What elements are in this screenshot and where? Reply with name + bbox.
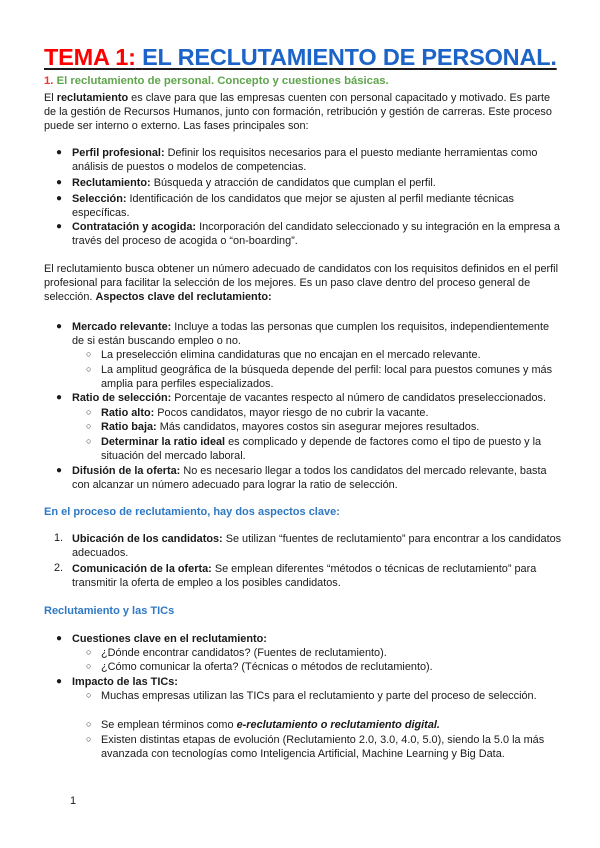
sub-list-item: Se emplean términos como e-reclutamiento o reclutamiento digital. xyxy=(101,719,440,731)
title-prefix: TEMA 1: xyxy=(44,44,136,70)
sub-list-item: Muchas empresas utilizan las TICs para el reclutamiento y parte del proceso de selección. xyxy=(101,690,537,702)
section2-heading: En el proceso de reclutamiento, hay dos aspectos clave: xyxy=(44,506,340,518)
bullet-icon: ● xyxy=(56,321,63,332)
page-number: 1 xyxy=(70,795,77,807)
bullet-icon: ● xyxy=(56,392,63,403)
bullet-icon: ● xyxy=(56,147,63,158)
bullet-icon: ● xyxy=(56,465,63,476)
page-title xyxy=(44,44,557,71)
list-item: Cuestiones clave en el reclutamiento: xyxy=(72,633,267,645)
bullet-icon: ● xyxy=(56,177,63,188)
section1-heading xyxy=(44,75,389,87)
circle-bullet-icon: ○ xyxy=(86,407,92,417)
circle-bullet-icon: ○ xyxy=(86,719,92,729)
circle-bullet-icon: ○ xyxy=(86,647,92,657)
list-item: Difusión de la oferta: No es necesario llegar a todos los candidatos del mercado relevante, basta con alcanzar un número adecuado para lograr la ratio de selección. xyxy=(72,465,547,491)
bullet-icon: ● xyxy=(56,193,63,204)
circle-bullet-icon: ○ xyxy=(86,421,92,431)
circle-bullet-icon: ○ xyxy=(86,734,92,744)
sub-list-item: Determinar la ratio ideal es complicado y depende de factores como el tipo de puesto y la situación del mercado laboral. xyxy=(101,436,542,462)
paragraph: El reclutamiento busca obtener un número adecuado de candidatos con los requisitos definidos en el perfil profesional para facilitar la selección de los mejores. Es un paso clave dentro del proceso general de selección. Aspectos clave del reclutamiento: xyxy=(44,263,558,303)
list-number: 1. xyxy=(54,532,64,544)
sub-list-item: Existen distintas etapas de evolución (Reclutamiento 2.0, 3.0, 4.0, 5.0), siendo la 5.0 la más avanzada con tecnologías como Inteligencia Artificial, Machine Learning y Big Data. xyxy=(101,734,545,760)
circle-bullet-icon: ○ xyxy=(86,436,92,446)
list-item: Perfil profesional: Definir los requisitos necesarios para el puesto mediante herramientas como análisis de puestos o modelos de competencias. xyxy=(72,147,538,173)
list-item: Mercado relevante: Incluye a todas las personas que cumplen los requisitos, independientemente de si están buscando empleo o no. xyxy=(72,321,550,347)
section1-number: 1. xyxy=(44,75,54,87)
list-item: Contratación y acogida: Incorporación del candidato seleccionado y su integración en la empresa a través del proceso de acogida o “on-boarding”. xyxy=(72,221,560,247)
list-item: Impacto de las TICs: xyxy=(72,676,178,688)
sub-list-item: ¿Cómo comunicar la oferta? (Técnicas o métodos de reclutamiento). xyxy=(101,661,433,673)
circle-bullet-icon: ○ xyxy=(86,661,92,671)
numbered-item: Comunicación de la oferta: Se emplean diferentes “métodos o técnicas de reclutamiento” para transmitir la oferta de empleo a los posibles candidatos. xyxy=(72,563,537,589)
list-item: Reclutamiento: Búsqueda y atracción de candidatos que cumplan el perfil. xyxy=(72,177,436,189)
list-item: Selección: Identificación de los candidatos que mejor se ajusten al perfil mediante técnicas específicas. xyxy=(72,193,514,219)
numbered-item: Ubicación de los candidatos: Se utilizan “fuentes de reclutamiento” para encontrar a los candidatos adecuados. xyxy=(72,533,562,559)
sub-list-item: Ratio alto: Pocos candidatos, mayor riesgo de no cubrir la vacante. xyxy=(101,407,429,419)
sub-list-item: La preselección elimina candidaturas que no encajan en el mercado relevante. xyxy=(101,349,481,361)
section3-heading: Reclutamiento y las TICs xyxy=(44,605,175,617)
bullet-icon: ● xyxy=(56,633,63,644)
title-main: EL RECLUTAMIENTO DE PERSONAL. xyxy=(142,44,557,70)
circle-bullet-icon: ○ xyxy=(86,349,92,359)
list-number: 2. xyxy=(54,562,64,574)
sub-list-item: La amplitud geográfica de la búsqueda depende del perfil: local para puestos comunes y más amplia para perfiles especializados. xyxy=(101,364,553,390)
sub-list-item: Ratio baja: Más candidatos, mayores costos sin asegurar mejores resultados. xyxy=(101,421,480,433)
circle-bullet-icon: ○ xyxy=(86,364,92,374)
intro-paragraph: El reclutamiento es clave para que las empresas cuenten con personal capacitado y motivado. Es parte de la gestión de Recursos Humanos, junto con formación, retribución y gestión de carreras. Este proceso puede ser interno o externo. Las fases principales son: xyxy=(44,92,552,132)
sub-list-item: ¿Dónde encontrar candidatos? (Fuentes de reclutamiento). xyxy=(101,647,387,659)
section1-heading-text: El reclutamiento de personal. Concepto y cuestiones básicas. xyxy=(56,75,389,87)
list-item: Ratio de selección: Porcentaje de vacantes respecto al número de candidatos preseleccionados. xyxy=(72,392,547,404)
bullet-icon: ● xyxy=(56,676,63,687)
circle-bullet-icon: ○ xyxy=(86,690,92,700)
bullet-icon: ● xyxy=(56,221,63,232)
